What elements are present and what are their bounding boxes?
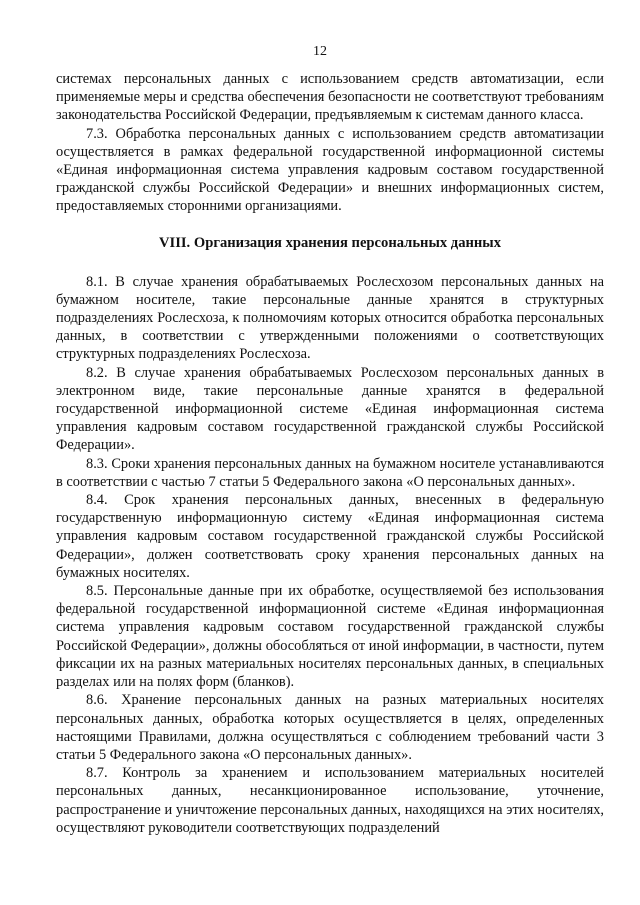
paragraph-7-3: 7.3. Обработка персональных данных с использованием средств автоматизации осуществляется в рамках федеральной государственной информационной системы «Единая информационная система управления кадровым составом государственной гражданской службы Российской Федерации» и внешних информационных систем, предоставляемых сторонними организациями.	[56, 125, 604, 215]
section-heading: VIII. Организация хранения персональных данных	[158, 234, 501, 251]
page-number: 12	[313, 44, 327, 59]
paragraph-8-4: 8.4. Срок хранения персональных данных, внесенных в федеральную государственную информационную систему «Единая информационная система управления кадровым составом государственной гражданской службы Российской Федерации», должен соответствовать сроку хранения персональных данных на бумажных носителях.	[56, 492, 604, 581]
paragraph-8-6: 8.6. Хранение персональных данных на разных материальных носителях персональных данных, обработка которых осуществляется в целях, определенных настоящими Правилами, должна осуществляться с соблюдением требований части 3 статьи 5 Федерального закона «О персональных данных».	[56, 692, 604, 763]
paragraph-8-3: 8.3. Сроки хранения персональных данных на бумажном носителе устанавливаются в соответствии с частью 7 статьи 5 Федерального закона «О персональных данных».	[56, 455, 604, 490]
paragraph-8-1: 8.1. В случае хранения обрабатываемых Рослесхозом персональных данных на бумажном носителе, такие персональные данные хранятся в структурных подразделениях Рослесхоза, к полномочиям которых относится обработка персональных данных, в соответствии с утвержденными положениями о соответствующих структурных подразделениях Рослесхоза.	[56, 273, 604, 363]
paragraph-8-7: 8.7. Контроль за хранением и использованием материальных носителей персональных данных, несанкционированное использование, уточнение, распространение и уничтожение персональных данных, находящихся на этих носителях, осуществляют руководители соответствующих подразделений	[56, 765, 604, 836]
paragraph-8-2: 8.2. В случае хранения обрабатываемых Рослесхозом персональных данных в электронном виде, такие персональные данные хранятся в федеральной государственной информационной системе «Единая информационная система управления кадровым составом государственной гражданской службы Российской Федерации».	[56, 364, 604, 454]
document-body	[56, 70, 604, 837]
paragraph-continuation: системах персональных данных с использованием средств автоматизации, если применяемые меры и средства обеспечения безопасности не соответствуют требованиям законодательства Российской Федерации, предъявляемым к системам данного класса.	[56, 71, 604, 124]
paragraph-8-5: 8.5. Персональные данные при их обработке, осуществляемой без использования федеральной государственной информационной системе «Единая информационная система управления кадровым составом государственной гражданской службы Российской Федерации», должны обособляться от иной информации, в частности, путем фиксации их на разных материальных носителях персональных данных, в специальных разделах или на полях форм (бланков).	[56, 583, 604, 691]
